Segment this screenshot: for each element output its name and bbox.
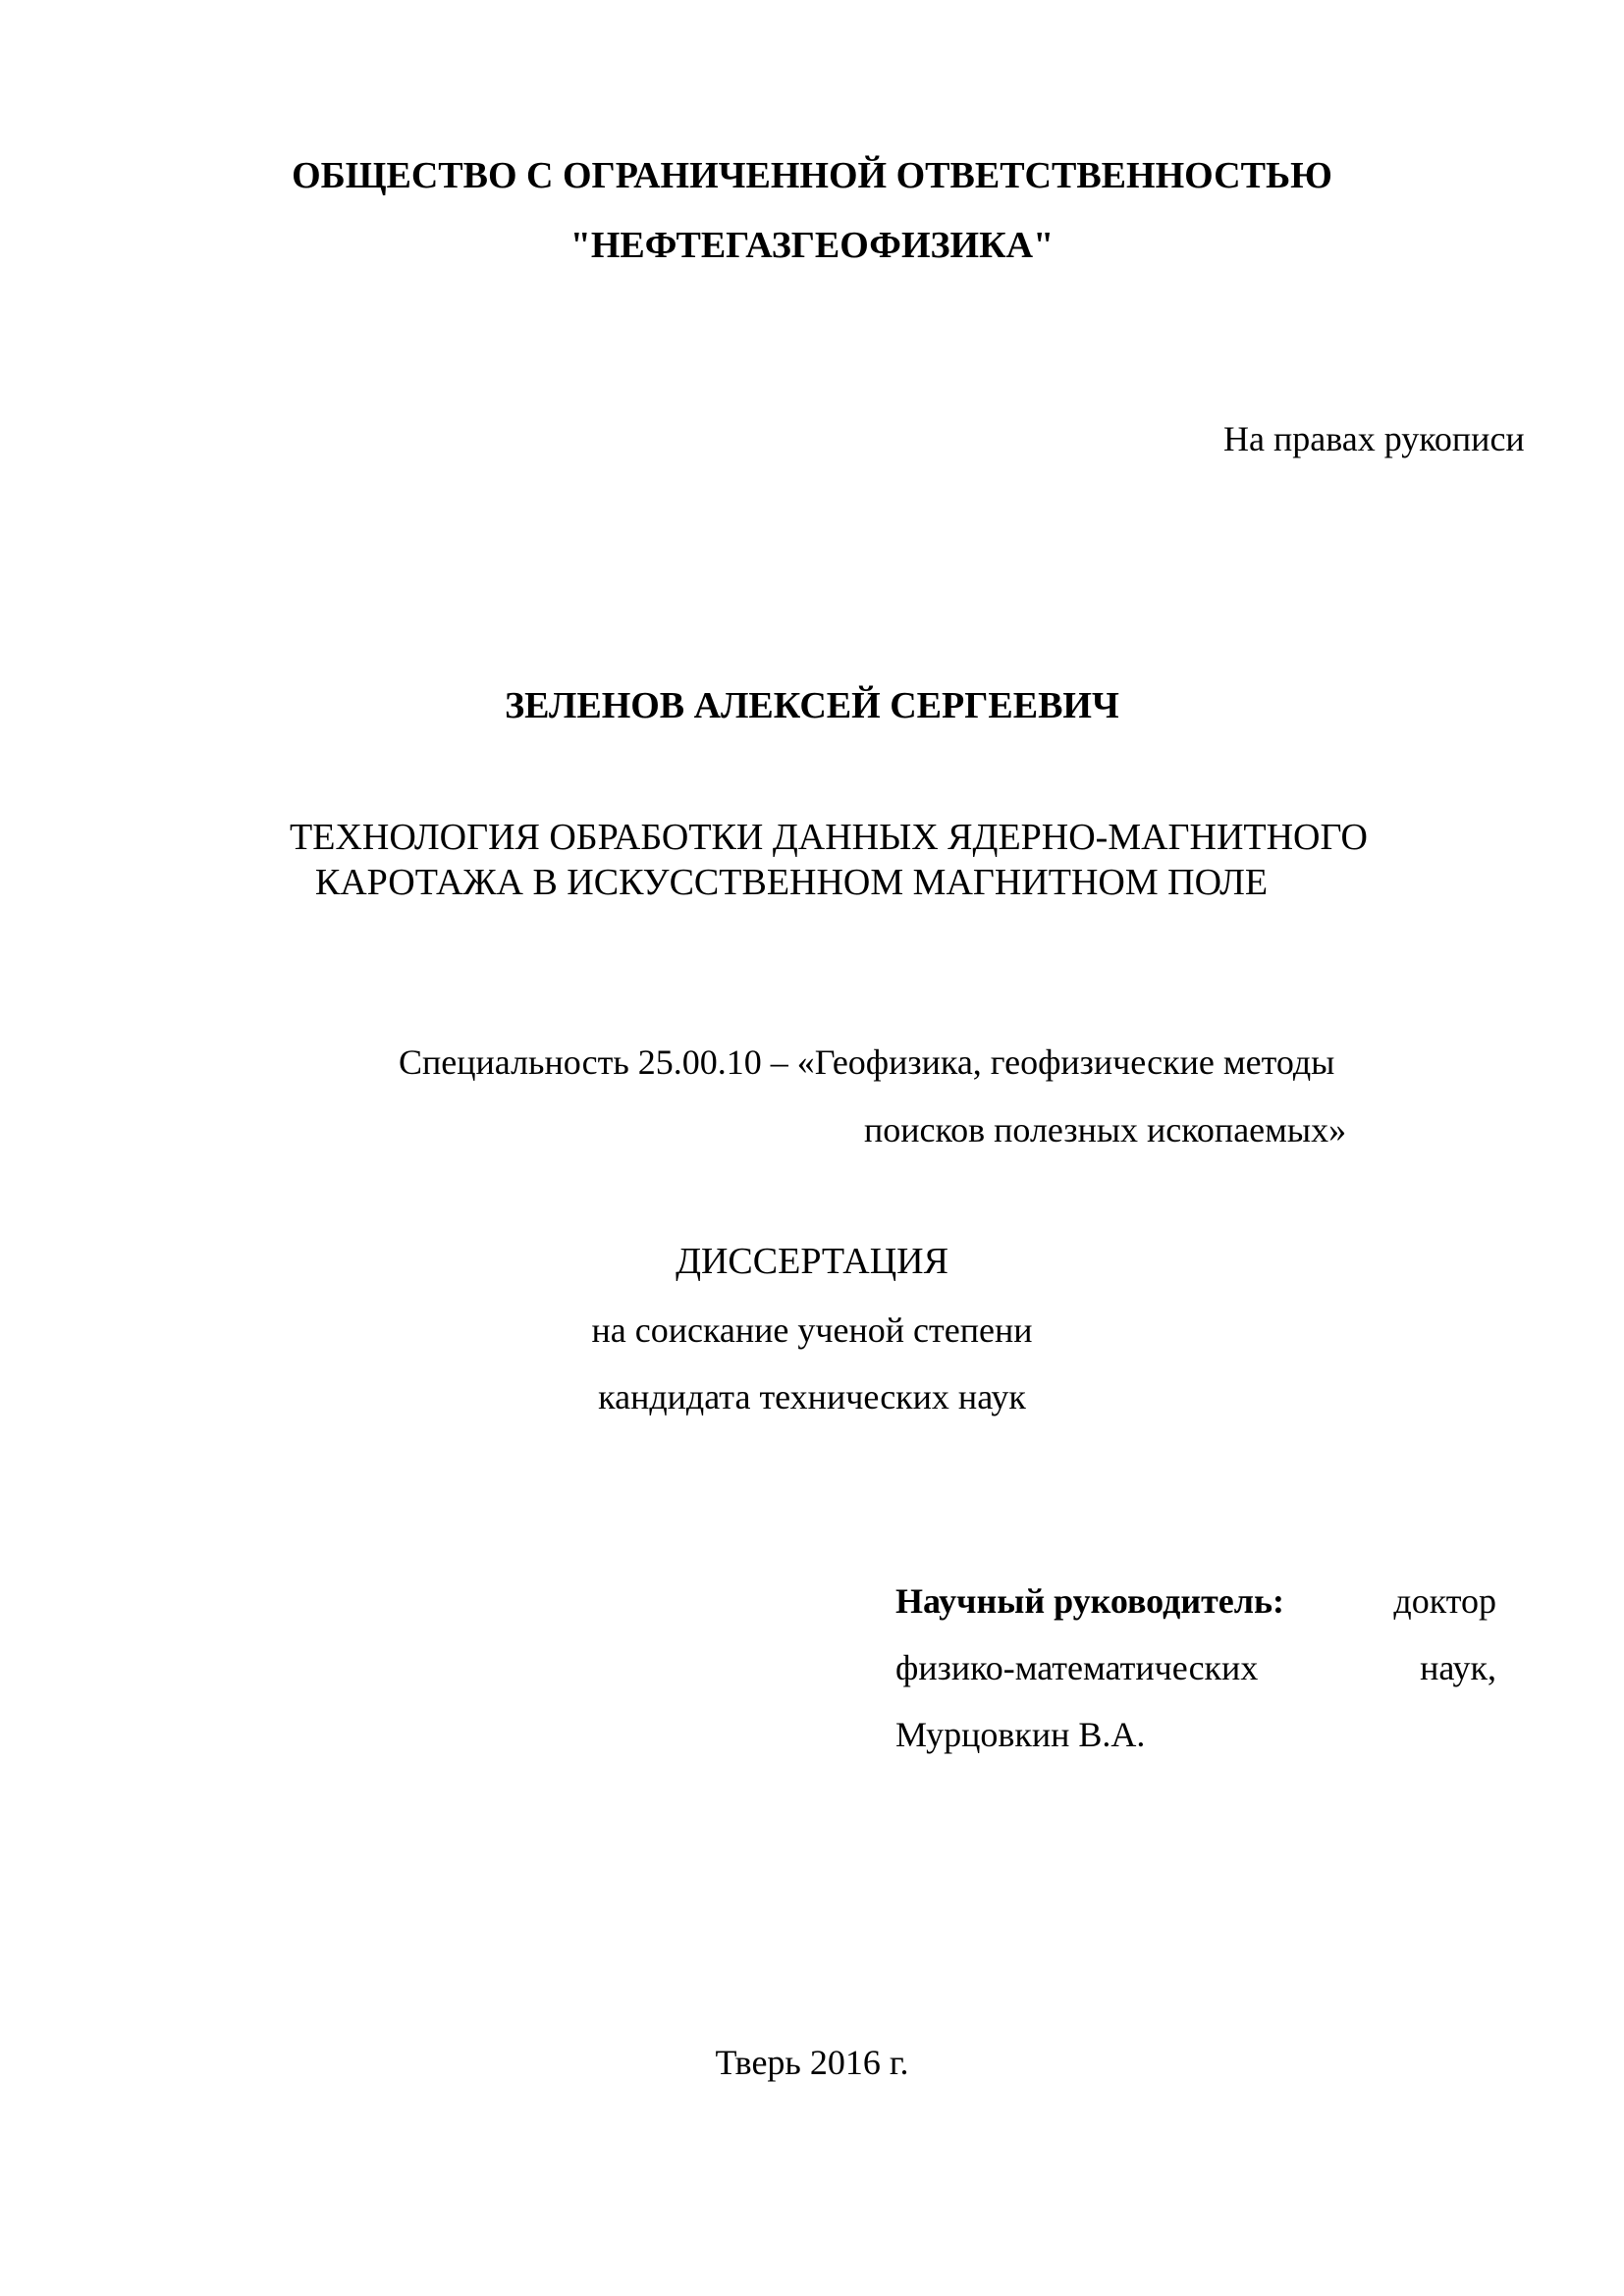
advisor-degree-word-3: наук,: [1420, 1648, 1496, 1687]
dissertation-heading: ДИССЕРТАЦИЯ: [676, 1241, 948, 1282]
organization-line-2: "НЕФТЕГАЗГЕОФИЗИКА": [569, 225, 1055, 266]
advisor-row-1: [895, 1583, 1496, 1619]
dissertation-degree-line-2: кандидата технических наук: [598, 1377, 1026, 1416]
thesis-title-line-2: КАРОТАЖА В ИСКУССТВЕННОМ МАГНИТНОМ ПОЛЕ: [314, 862, 1269, 903]
advisor-row-3: [895, 1717, 1496, 1752]
organization-line-1: ОБЩЕСТВО С ОГРАНИЧЕННОЙ ОТВЕТСТВЕННОСТЬЮ: [292, 155, 1332, 196]
specialty-line-1: Специальность 25.00.10 – «Геофизика, геофизические методы: [399, 1042, 1335, 1082]
advisor-name: Мурцовкин В.А.: [895, 1715, 1146, 1754]
advisor-degree-word-2: физико-математических: [895, 1648, 1259, 1687]
advisor-row-2: [895, 1650, 1496, 1685]
advisor-label: Научный руководитель:: [895, 1581, 1284, 1621]
city-year: Тверь 2016 г.: [715, 2043, 909, 2082]
thesis-title-line-1: ТЕХНОЛОГИЯ ОБРАБОТКИ ДАННЫХ ЯДЕРНО-МАГНИТНОГО: [290, 817, 1368, 858]
specialty-line-2: поисков полезных ископаемых»: [864, 1110, 1347, 1149]
author-name: ЗЕЛЕНОВ АЛЕКСЕЙ СЕРГЕЕВИЧ: [505, 685, 1119, 726]
manuscript-note: На правах рукописи: [1223, 419, 1525, 458]
advisor-degree-word-1: доктор: [1393, 1581, 1496, 1621]
dissertation-degree-line-1: на соискание ученой степени: [591, 1310, 1033, 1350]
